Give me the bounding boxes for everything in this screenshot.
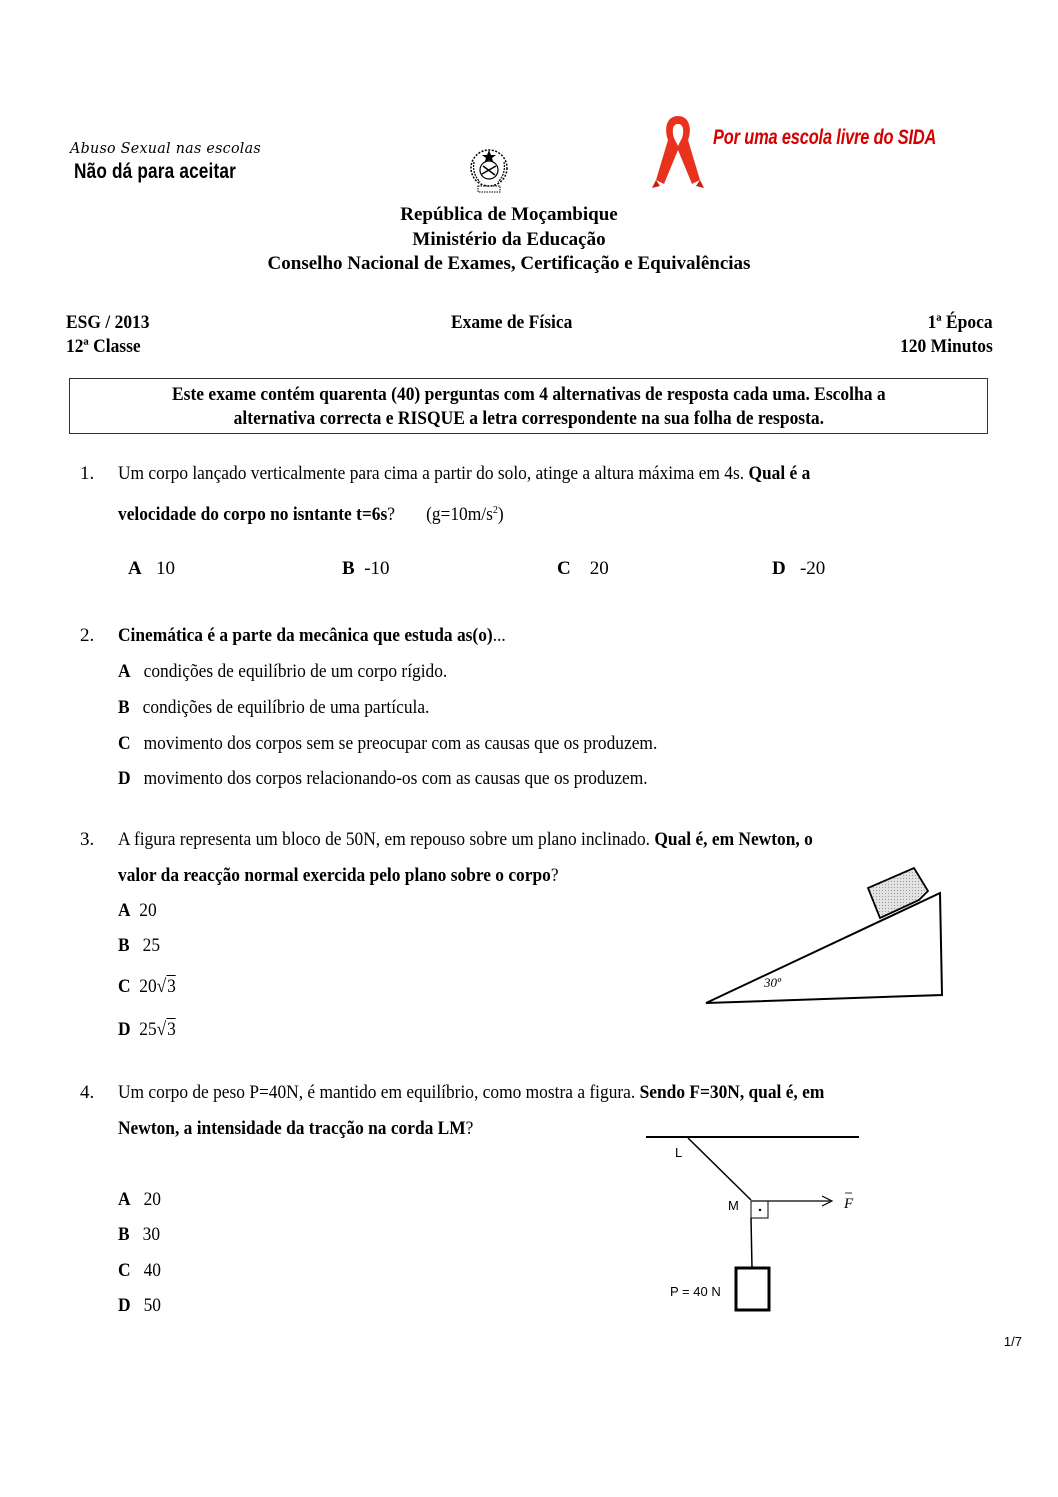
- exam-title: Exame de Física: [451, 312, 573, 333]
- exam-season: 1ª Época: [928, 312, 993, 333]
- inclined-plane: [706, 893, 942, 1003]
- question-number: 2.: [80, 625, 95, 646]
- question-text-line-1: Um corpo lançado verticalmente para cima a partir do solo, atinge a altura máxima em 4s. Qual é a: [118, 463, 811, 484]
- label-f: F: [844, 1196, 854, 1212]
- question-text-line-1: Cinemática é a parte da mecânica que estuda as(o)...: [118, 625, 506, 646]
- option-d[interactable]: D 50: [118, 1295, 161, 1316]
- institution-council: Conselho Nacional de Exames, Certificação e Equivalências: [267, 253, 751, 274]
- institution-country: República de Moçambique: [400, 204, 618, 225]
- option-d[interactable]: D 25√3: [118, 1019, 176, 1040]
- institution-ministry: Ministério da Educação: [412, 229, 606, 250]
- instructions-line-1: Este exame contém quarenta (40) perguntas com 4 alternativas de resposta cada uma. Escolha a: [171, 384, 886, 405]
- option-a[interactable]: A condições de equilíbrio de um corpo rígido.: [118, 661, 448, 682]
- instructions-line-2: alternativa correcta e RISQUE a letra correspondente na sua folha de resposta.: [233, 408, 824, 429]
- question-number: 4.: [80, 1082, 95, 1103]
- rope-vertical: [751, 1218, 752, 1268]
- label-p: P = 40 N: [670, 1284, 721, 1299]
- question-text-line-1: A figura representa um bloco de 50N, em repouso sobre um plano inclinado. Qual é, em Newton, o: [118, 829, 813, 850]
- question-text-line-1: Um corpo de peso P=40N, é mantido em equilíbrio, como mostra a figura. Sendo F=30N, qual é, em: [118, 1082, 825, 1103]
- weight-block: [736, 1268, 769, 1310]
- inclined-plane-figure: [690, 860, 950, 1010]
- option-b[interactable]: B condições de equilíbrio de uma partícula.: [118, 697, 430, 718]
- label-l: L: [675, 1145, 683, 1160]
- option-d[interactable]: D movimento dos corpos relacionando-os com as causas que os produzem.: [118, 768, 648, 789]
- option-c[interactable]: C 40: [118, 1260, 161, 1281]
- option-a[interactable]: A 20: [118, 1189, 161, 1210]
- banner-slogan: Não dá para aceitar: [74, 160, 237, 183]
- ribbon-slogan: Por uma escola livre do SIDA: [713, 126, 937, 149]
- question-text-line-2: valor da reacção normal exercida pelo plano sobre o corpo?: [118, 865, 559, 886]
- rope-equilibrium-figure: [630, 1125, 880, 1325]
- exam-grade: 12ª Classe: [66, 336, 141, 357]
- option-c[interactable]: C 20: [557, 558, 609, 579]
- option-b[interactable]: B 30: [118, 1224, 161, 1245]
- question-text-line-2: velocidade do corpo no isntante t=6s? $(g=10m/s^2)$: [118, 504, 504, 525]
- option-d[interactable]: D -20: [772, 558, 826, 579]
- banner-script-text: Abuso Sexual nas escolas: [70, 139, 262, 157]
- option-b[interactable]: B 25: [118, 935, 161, 956]
- question-number: 3.: [80, 829, 95, 850]
- mozambique-emblem-icon: [468, 146, 510, 198]
- option-a[interactable]: A 10: [128, 558, 175, 579]
- option-a[interactable]: A 20: [118, 900, 157, 921]
- page-number: 1/7: [1003, 1334, 1022, 1349]
- sqrt-symbol: √3: [156, 1019, 176, 1040]
- option-c[interactable]: C 20√3: [118, 976, 176, 997]
- label-m: M: [728, 1198, 739, 1213]
- question-text-line-2: Newton, a intensidade da tracção na corda LM?: [118, 1118, 474, 1139]
- instructions-box: [69, 378, 988, 434]
- angle-label: 30º: [764, 975, 782, 990]
- option-c[interactable]: C movimento dos corpos sem se preocupar com as causas que os produzem.: [118, 733, 658, 754]
- option-b[interactable]: B -10: [342, 558, 390, 579]
- sqrt-symbol: √3: [156, 976, 176, 997]
- rope-lm: [688, 1138, 751, 1200]
- exam-duration: 120 Minutos: [900, 336, 993, 357]
- question-number: 1.: [80, 463, 95, 484]
- red-ribbon-icon: [648, 110, 708, 190]
- exam-code: ESG / 2013: [66, 312, 150, 333]
